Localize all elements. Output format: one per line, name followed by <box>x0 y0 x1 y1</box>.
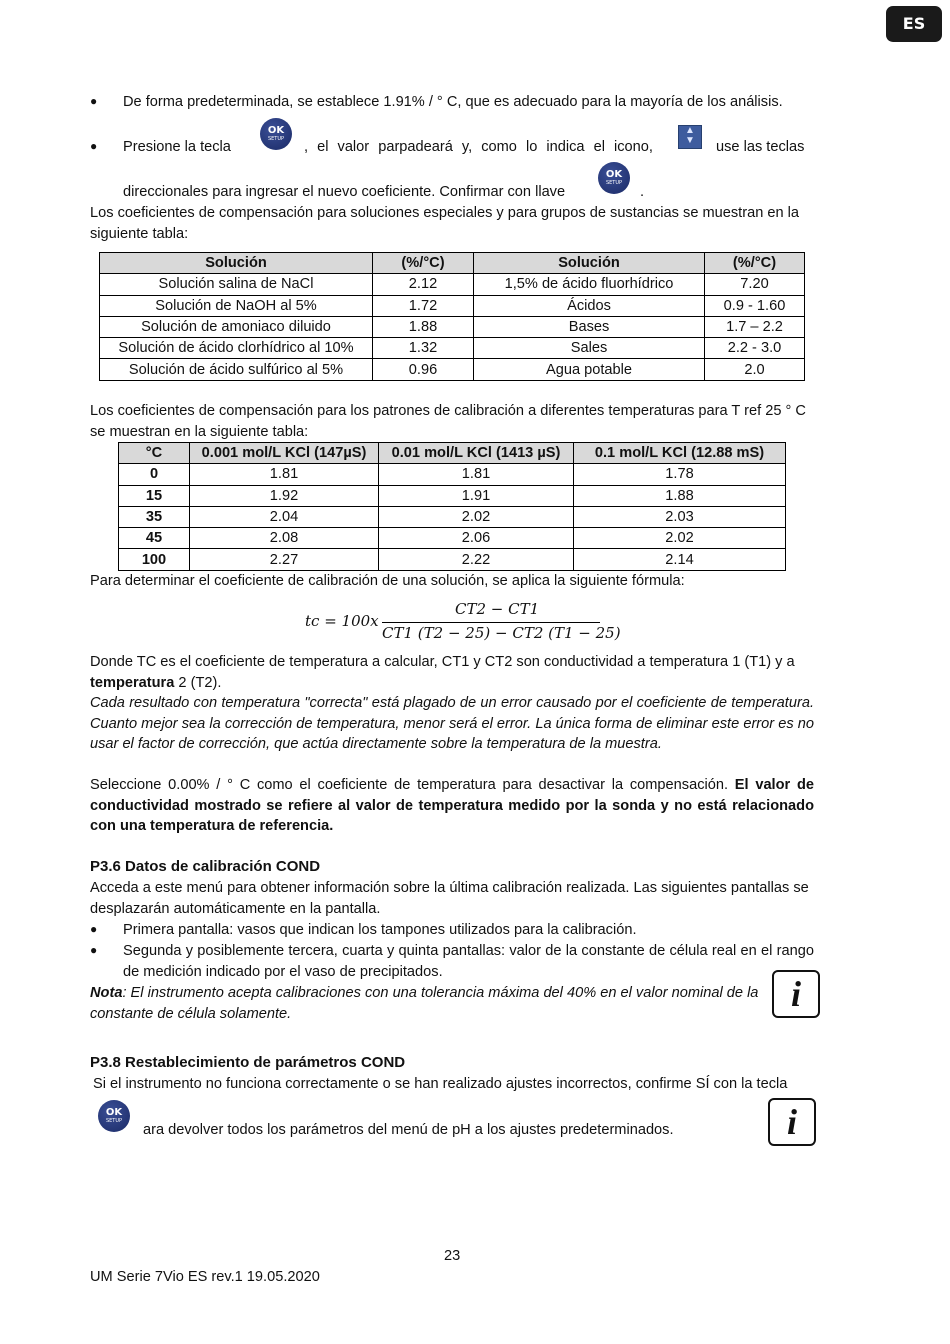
table-cell: 2.27 <box>190 549 379 570</box>
bullet-dot: ● <box>90 139 98 153</box>
bullet2-text-e: . <box>640 184 645 200</box>
table-header: 0.01 mol/L KCl (1413 µS) <box>379 443 574 464</box>
bullet2-text-d: direccionales para ingresar el nuevo coeficiente. Confirmar con llave <box>123 184 566 200</box>
table-cell: 1.72 <box>373 295 474 316</box>
table-row <box>119 506 786 527</box>
info-icon: i <box>772 970 820 1018</box>
bullet2-text-a: Presione la tecla <box>123 139 231 155</box>
footer-doc-id: UM Serie 7Vio ES rev.1 19.05.2020 <box>90 1269 320 1285</box>
table-cell: 1.81 <box>379 464 574 485</box>
disable-compensation-text: Seleccione 0.00% / ° C como el coeficiente de temperatura para desactivar la compensación. El valor de conductividad mostrado se refiere al valor de temperatura medido por la sonda y no está relacionado con una temperatura de referencia. <box>90 777 814 835</box>
table-cell: 1.91 <box>379 485 574 506</box>
bullet-default-coefficient: De forma predeterminada, se establece 1.91% / ° C, que es adecuado para la mayoría de los análisis. <box>123 94 783 110</box>
bullet2-text-b: , el valor parpadeará y, como lo indica el icono, <box>304 139 653 155</box>
table-cell: 0.9 - 1.60 <box>705 295 805 316</box>
table-row <box>100 295 805 316</box>
table-cell: 1.7 – 2.2 <box>705 316 805 337</box>
table-cell: 100 <box>119 549 190 570</box>
formula-intro: Para determinar el coeficiente de calibración de una solución, se aplica la siguiente fórmula: <box>90 573 685 589</box>
p36-bullet1: Primera pantalla: vasos que indican los tampones utilizados para la calibración. <box>123 922 637 938</box>
ok-setup-key-icon: OK SETUP <box>98 1100 130 1132</box>
table-cell: 45 <box>119 528 190 549</box>
p38-line1: Si el instrumento no funciona correctamente o se han realizado ajustes incorrectos, confirme SÍ con la tecla <box>93 1076 788 1092</box>
table-cell: 2.06 <box>379 528 574 549</box>
table-header: 0.1 mol/L KCl (12.88 mS) <box>574 443 786 464</box>
section-title-p38: P3.8 Restablecimiento de parámetros COND <box>90 1054 406 1071</box>
p36-bullet2: Segunda y posiblemente tercera, cuarta y quinta pantallas: valor de la constante de célula real en el rango de medición indicado por el vaso de precipitados. <box>123 943 814 980</box>
table-cell: Solución de ácido sulfúrico al 5% <box>100 359 373 380</box>
table-cell: 2.04 <box>190 506 379 527</box>
compensation-table-solutions <box>99 252 805 381</box>
section-title-p36: P3.6 Datos de calibración COND <box>90 858 321 875</box>
table-cell: 2.03 <box>574 506 786 527</box>
table-cell: 35 <box>119 506 190 527</box>
table-cell: 15 <box>119 485 190 506</box>
table-row <box>100 274 805 295</box>
table-header: Solución <box>474 253 705 274</box>
table-cell: 2.0 <box>705 359 805 380</box>
table-row <box>100 316 805 337</box>
table-header: 0.001 mol/L KCl (147µS) <box>190 443 379 464</box>
formula-explanation: Donde TC es el coeficiente de temperatura a calcular, CT1 y CT2 son conductividad a temperatura 1 (T1) y a temperatura 2 (T2). <box>90 654 795 691</box>
table-cell: 1.92 <box>190 485 379 506</box>
error-warning-text: Cada resultado con temperatura "correcta" está plagado de un error causado por el coeficiente de temperatura. Cuanto mejor sea la corrección de temperatura, menor será el error. La única forma de eliminar este error es no usar el factor de corrección, que actúa directamente sobre la temperatura de la muestra. <box>90 695 814 753</box>
table-cell: 2.2 - 3.0 <box>705 338 805 359</box>
table-cell: 2.02 <box>574 528 786 549</box>
bullet-dot: ● <box>90 922 98 936</box>
table-cell: Agua potable <box>474 359 705 380</box>
table-cell: 2.14 <box>574 549 786 570</box>
calibration-standards-table <box>118 442 786 571</box>
table-cell: 1.88 <box>373 316 474 337</box>
table-cell: 7.20 <box>705 274 805 295</box>
bullet2-text-c: use las teclas <box>716 139 805 155</box>
table-row <box>119 485 786 506</box>
table-cell: 1,5% de ácido fluorhídrico <box>474 274 705 295</box>
table-cell: 1.32 <box>373 338 474 359</box>
language-badge: ES <box>886 6 942 42</box>
table-cell: 2.08 <box>190 528 379 549</box>
ok-setup-key-icon: OK SETUP <box>260 118 292 150</box>
p36-intro: Acceda a este menú para obtener información sobre la última calibración realizada. Las siguientes pantallas se desplazarán automáticamente en la pantalla. <box>90 880 809 917</box>
fraction-line <box>382 622 600 623</box>
info-icon: i <box>768 1098 816 1146</box>
table-row <box>100 359 805 380</box>
table-header: °C <box>119 443 190 464</box>
table-row <box>100 338 805 359</box>
ok-setup-key-icon: OK SETUP <box>598 162 630 194</box>
table-cell: Solución de amoniaco diluido <box>100 316 373 337</box>
p38-line2: ara devolver todos los parámetros del menú de pH a los ajustes predeterminados. <box>143 1122 674 1138</box>
table-cell: 2.12 <box>373 274 474 295</box>
table-cell: Sales <box>474 338 705 359</box>
formula-numerator: CT2 − CT1 <box>455 600 540 618</box>
table-cell: 0.96 <box>373 359 474 380</box>
table-cell: 1.81 <box>190 464 379 485</box>
table-header: Solución <box>100 253 373 274</box>
table-header: (%/°C) <box>705 253 805 274</box>
bullet-dot: ● <box>90 94 98 108</box>
table-cell: Bases <box>474 316 705 337</box>
table-cell: 2.02 <box>379 506 574 527</box>
table-cell: Solución salina de NaCl <box>100 274 373 295</box>
page-number: 23 <box>444 1248 461 1264</box>
table-cell: 1.88 <box>574 485 786 506</box>
formula-denominator: CT1 (T2 − 25) − CT2 (T1 − 25) <box>382 624 621 642</box>
table-cell: Solución de NaOH al 5% <box>100 295 373 316</box>
formula-lhs: tc = 100x <box>305 612 379 630</box>
table-header-row <box>119 443 786 464</box>
table-cell: 1.78 <box>574 464 786 485</box>
table-cell: Ácidos <box>474 295 705 316</box>
table-cell: 2.22 <box>379 549 574 570</box>
table1-intro: Los coeficientes de compensación para soluciones especiales y para grupos de sustancias se muestran en la siguiente tabla: <box>90 205 800 242</box>
up-down-arrows-icon: ▲ ▼ <box>678 125 702 149</box>
table-cell: Solución de ácido clorhídrico al 10% <box>100 338 373 359</box>
table-row <box>119 464 786 485</box>
table-row <box>119 549 786 570</box>
table-cell: 0 <box>119 464 190 485</box>
bullet-dot: ● <box>90 943 98 957</box>
p36-note: Nota: El instrumento acepta calibraciones con una tolerancia máxima del 40% en el valor nominal de la constante de célula solamente. <box>90 985 759 1022</box>
table-row <box>119 528 786 549</box>
table2-intro: Los coeficientes de compensación para los patrones de calibración a diferentes temperaturas para T ref 25 ° C se muestran en la siguiente tabla: <box>90 403 806 440</box>
table-header-row <box>100 253 805 274</box>
table-header: (%/°C) <box>373 253 474 274</box>
